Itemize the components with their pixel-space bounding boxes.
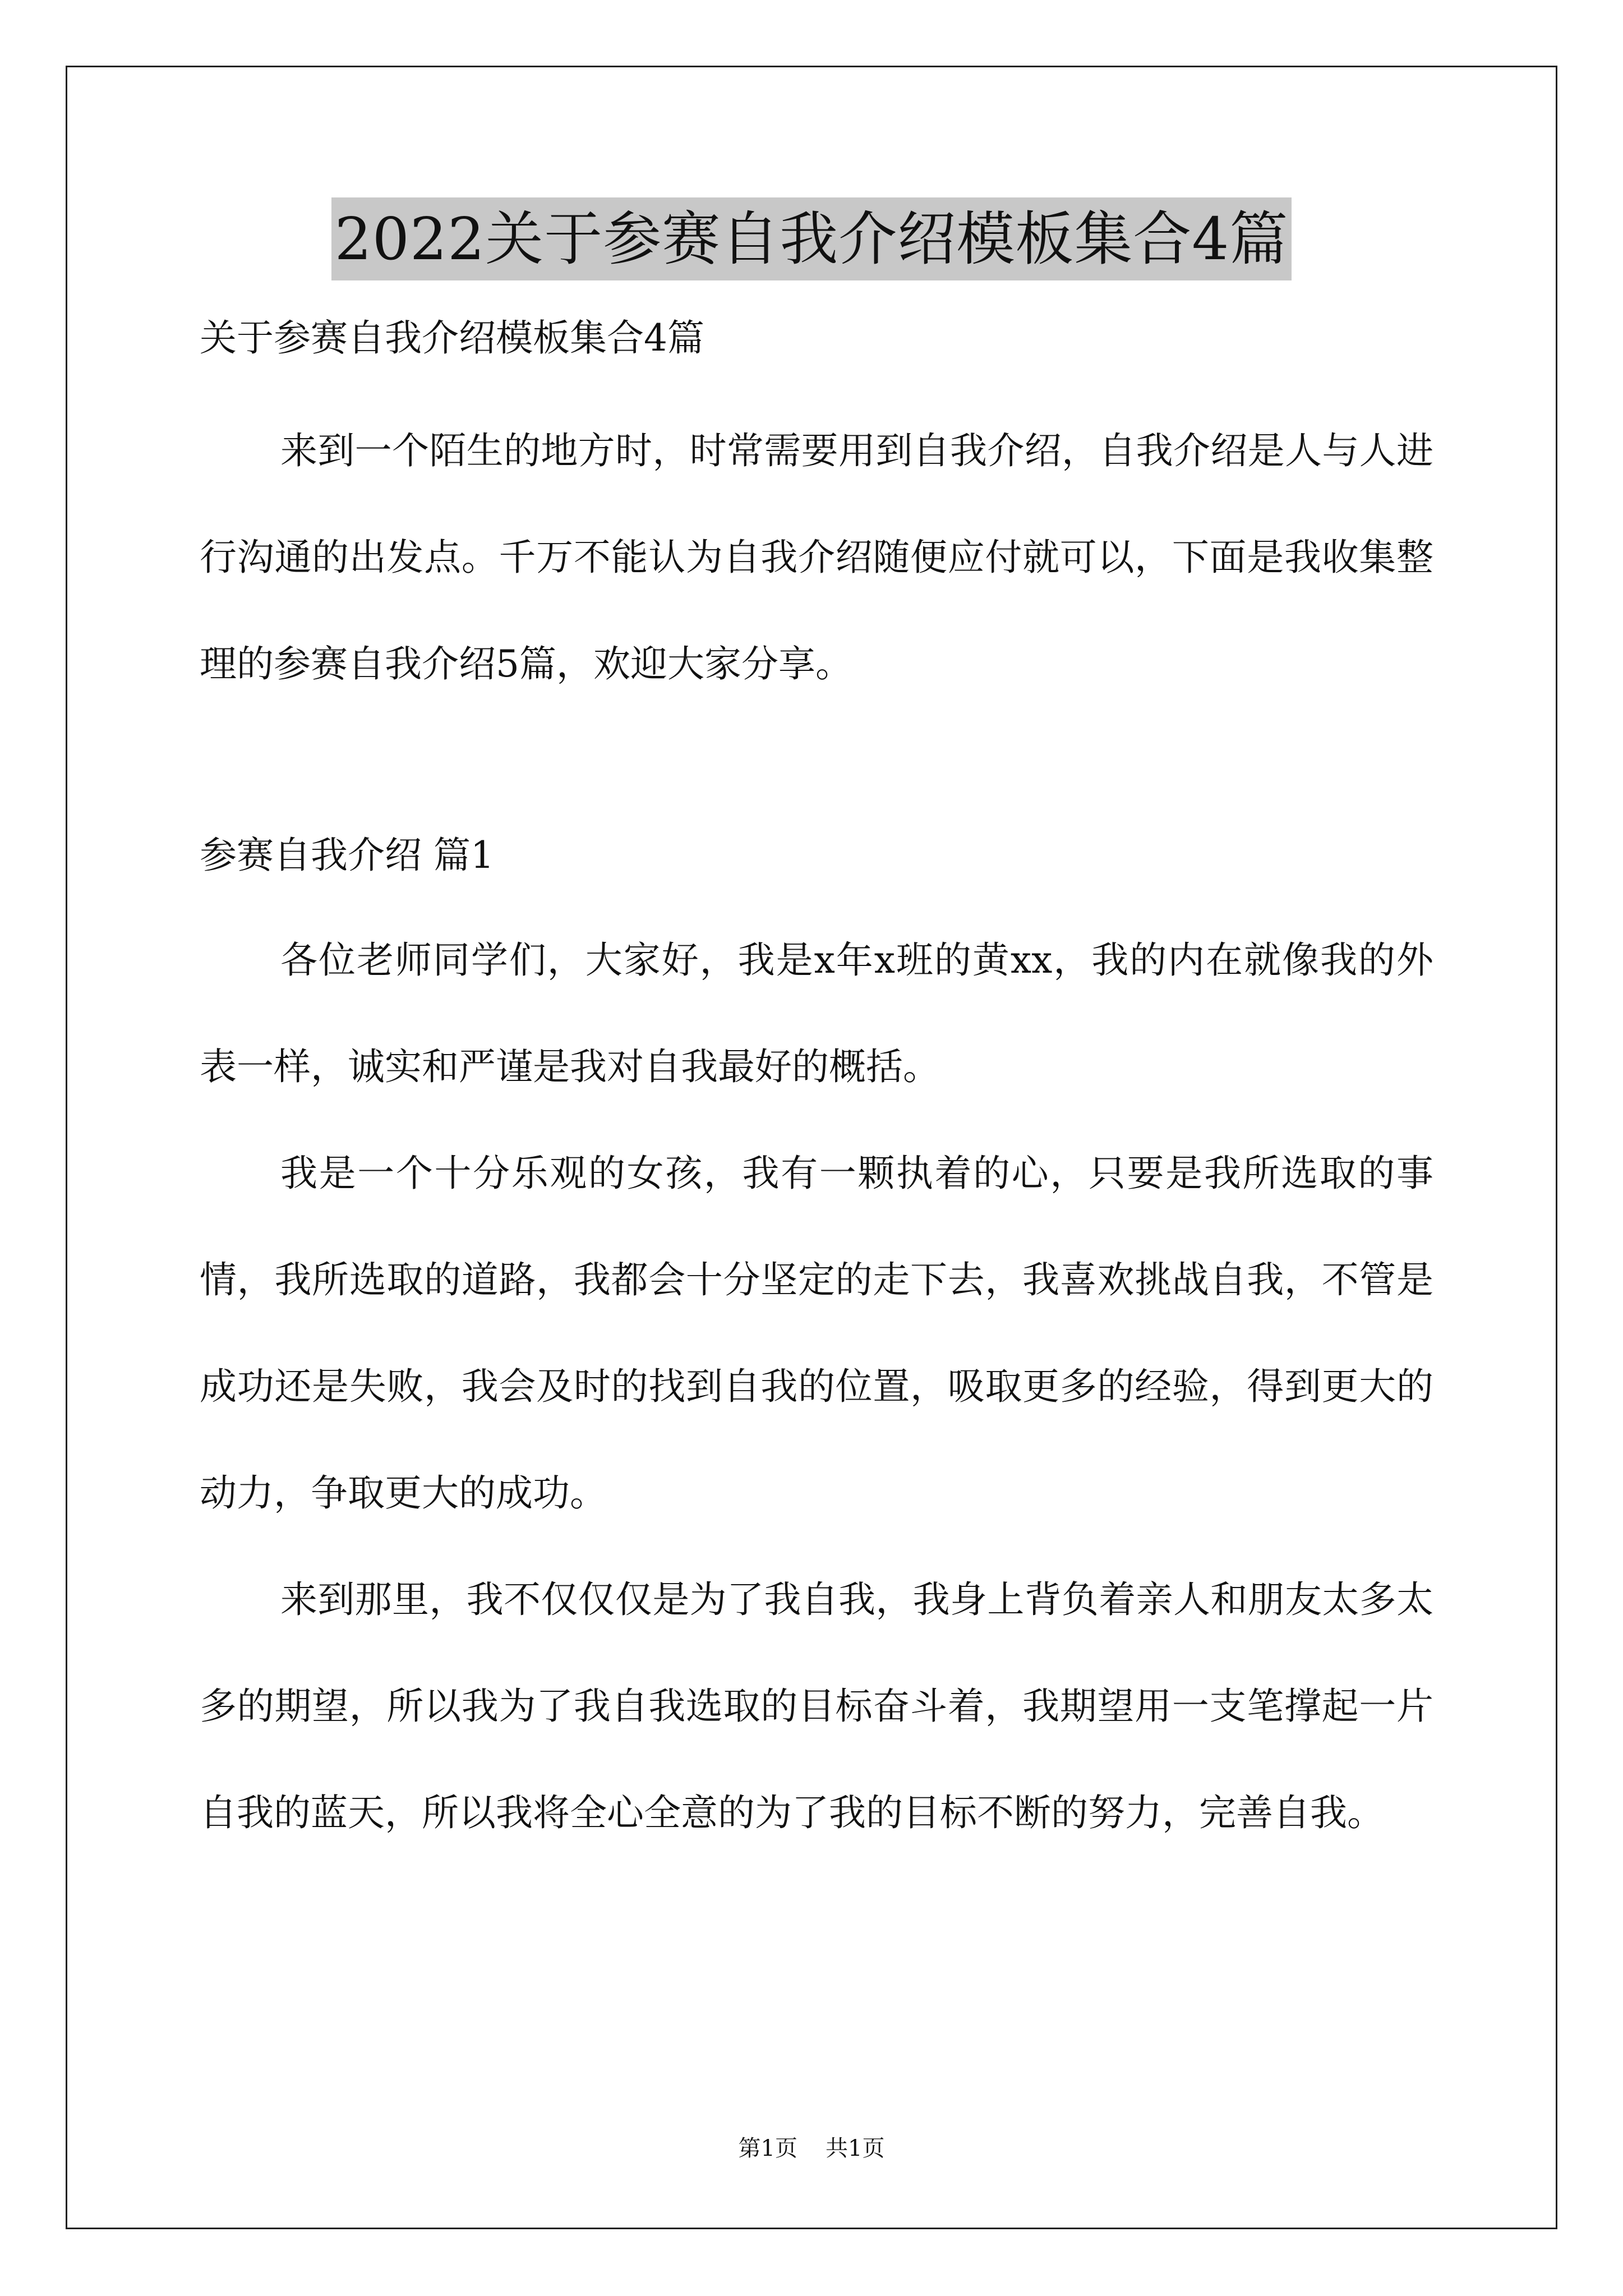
document-subtitle: 关于参赛自我介绍模板集合4篇 <box>200 316 704 360</box>
title-container <box>0 197 1623 280</box>
intro-paragraph: 来到一个陌生的地方时，时常需要用到自我介绍，自我介绍是人与人进行沟通的出发点。千万不能认为自我介绍随便应付就可以，下面是我收集整理的参赛自我介绍5篇，欢迎大家分享。 <box>200 429 1433 685</box>
document-body <box>200 311 1433 1866</box>
body-paragraph: 各位老师同学们，大家好，我是x年x班的黄xx，我的内在就像我的外表一样，诚实和严谨是我对自我最好的概括。 <box>200 938 1433 1088</box>
body-paragraph: 我是一个十分乐观的女孩，我有一颗执着的心，只要是我所选取的事情，我所选取的道路，我都会十分坚定的走下去，我喜欢挑战自我，不管是成功还是失败，我会及时的找到自我的位置，吸取更多的经验，得到更大的动力，争取更大的成功。 <box>200 1152 1433 1515</box>
body-paragraph: 来到那里，我不仅仅仅是为了我自我，我身上背负着亲人和朋友太多太多的期望，所以我为了我自我选取的目标奋斗着，我期望用一支笔撑起一片自我的蓝天，所以我将全心全意的为了我的目标不断的努力，完善自我。 <box>200 1578 1433 1834</box>
page-footer <box>0 2132 1623 2165</box>
document-title: 2022关于参赛自我介绍模板集合4篇 <box>331 197 1292 280</box>
section-heading: 参赛自我介绍 篇1 <box>200 834 494 877</box>
page-number: 第1页 <box>738 2136 797 2161</box>
page-total: 共1页 <box>826 2136 885 2161</box>
